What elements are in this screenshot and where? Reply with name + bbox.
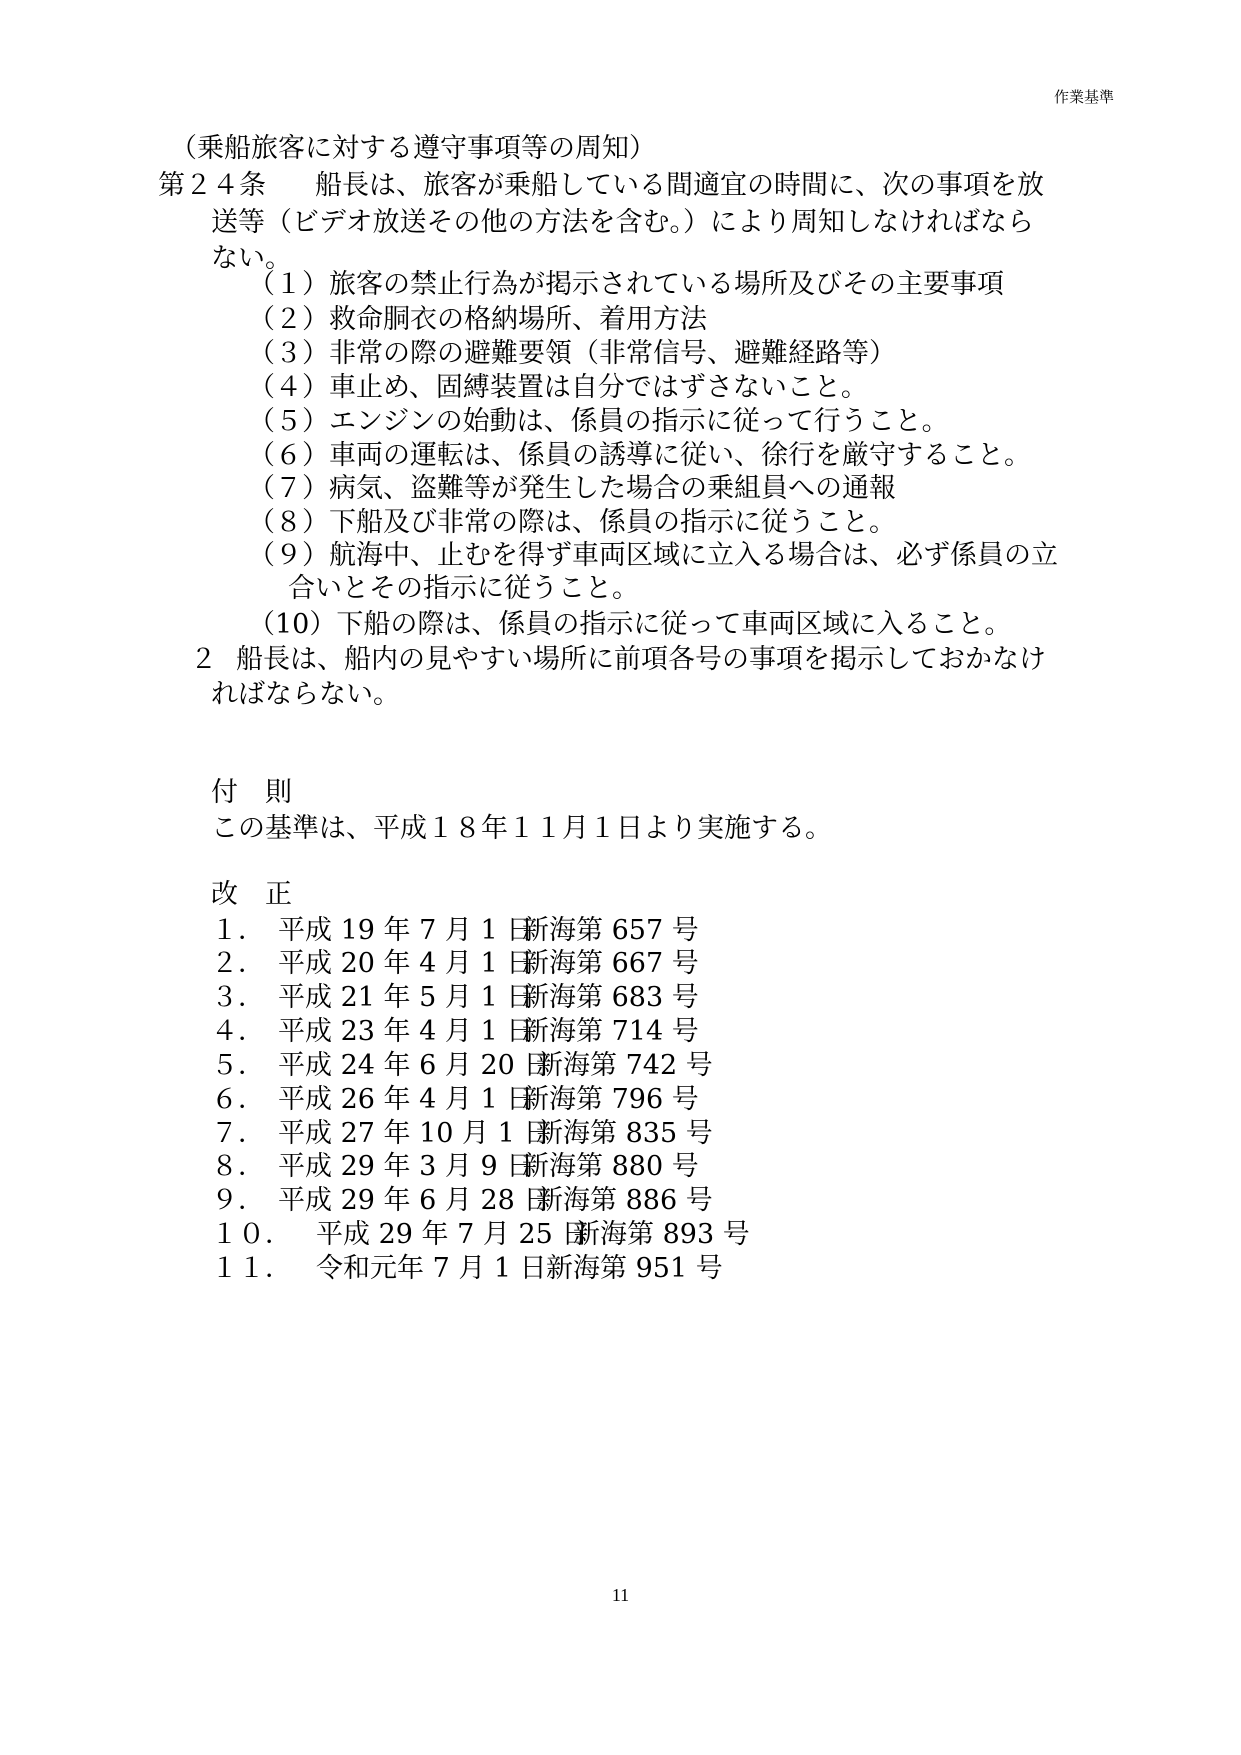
- revision-date: 平成 29 年 6 月 28 日: [278, 1185, 551, 1216]
- revision-date: 平成 27 年 10 月 1 日: [278, 1118, 551, 1149]
- revision-date: 平成 29 年 3 月 9 日: [278, 1151, 534, 1182]
- article-number: 第２４条: [158, 170, 266, 201]
- revision-number: ２．: [211, 948, 265, 979]
- revisions-title: 改 正: [211, 879, 292, 910]
- article-item: （７）病気、盗難等が発生した場合の乗組員への通報: [248, 473, 896, 504]
- article-item: （９）航海中、止むを得ず車両区域に立入る場合は、必ず係員の立: [248, 540, 1058, 571]
- article-item-continuation: 合いとその指示に従うこと。: [288, 573, 639, 604]
- supplementary-title: 付 則: [211, 777, 292, 808]
- revision-ref: 新海第 657 号: [522, 915, 699, 946]
- revision-number: １．: [211, 915, 265, 946]
- page-number: 11: [611, 1585, 630, 1605]
- revision-date: 平成 20 年 4 月 1 日: [278, 948, 534, 979]
- revision-date: 平成 23 年 4 月 1 日: [278, 1016, 534, 1047]
- article-item: （１）旅客の禁止行為が掲示されている場所及びその主要事項: [248, 269, 1004, 300]
- revision-date: 平成 19 年 7 月 1 日: [278, 915, 534, 946]
- revision-number: ６．: [211, 1084, 265, 1115]
- article-body-line: 送等（ビデオ放送その他の方法を含む。）により周知しなければなら: [211, 207, 1034, 238]
- revision-number: １１．: [211, 1253, 292, 1284]
- article-item: （10）下船の際は、係員の指示に従って車両区域に入ること。: [248, 609, 1012, 640]
- revision-date: 平成 29 年 7 月 25 日: [316, 1219, 589, 1250]
- revision-ref: 新海第 951 号: [546, 1253, 723, 1284]
- article-item: （３）非常の際の避難要領（非常信号、避難経路等）: [248, 338, 896, 369]
- revision-date: 令和元年 7 月 1 日: [316, 1253, 547, 1284]
- revision-ref: 新海第 835 号: [536, 1118, 713, 1149]
- article-item: （５）エンジンの始動は、係員の指示に従って行うこと。: [248, 406, 949, 437]
- revision-ref: 新海第 886 号: [536, 1185, 713, 1216]
- paragraph-2-line: 船長は、船内の見やすい場所に前項各号の事項を掲示しておかなけ: [236, 644, 1046, 675]
- article-caption: （乗船旅客に対する遵守事項等の周知）: [170, 133, 656, 164]
- paragraph-2-line: ればならない。: [211, 679, 400, 710]
- revision-number: ５．: [211, 1050, 265, 1081]
- revision-ref: 新海第 880 号: [522, 1151, 699, 1182]
- article-item: （４）車止め、固縛装置は自分ではずさないこと。: [248, 372, 868, 403]
- article-body-line: ない。: [211, 243, 292, 274]
- article-item: （８）下船及び非常の際は、係員の指示に従うこと。: [248, 507, 896, 538]
- revision-date: 平成 21 年 5 月 1 日: [278, 982, 534, 1013]
- revision-ref: 新海第 742 号: [536, 1050, 713, 1081]
- document-header-label: 作業基準: [1053, 88, 1114, 106]
- revision-date: 平成 24 年 6 月 20 日: [278, 1050, 551, 1081]
- revision-number: ７．: [211, 1118, 265, 1149]
- revision-number: ９．: [211, 1185, 265, 1216]
- revision-ref: 新海第 683 号: [522, 982, 699, 1013]
- revision-date: 平成 26 年 4 月 1 日: [278, 1084, 534, 1115]
- revision-number: ４．: [211, 1016, 265, 1047]
- article-item: （６）車両の運転は、係員の誘導に従い、徐行を厳守すること。: [248, 440, 1031, 471]
- revision-number: ８．: [211, 1151, 265, 1182]
- supplementary-text: この基準は、平成１８年１１月１日より実施する。: [211, 813, 832, 844]
- article-body-line: 船長は、旅客が乗船している間適宜の時間に、次の事項を放: [315, 170, 1044, 201]
- article-item: （２）救命胴衣の格納場所、着用方法: [248, 304, 707, 335]
- revision-number: ３．: [211, 982, 265, 1013]
- revision-ref: 新海第 714 号: [522, 1016, 699, 1047]
- paragraph-2-number: ２: [190, 644, 217, 675]
- revision-number: １０．: [211, 1219, 292, 1250]
- revision-ref: 新海第 796 号: [522, 1084, 699, 1115]
- revision-ref: 新海第 893 号: [573, 1219, 750, 1250]
- revision-ref: 新海第 667 号: [522, 948, 699, 979]
